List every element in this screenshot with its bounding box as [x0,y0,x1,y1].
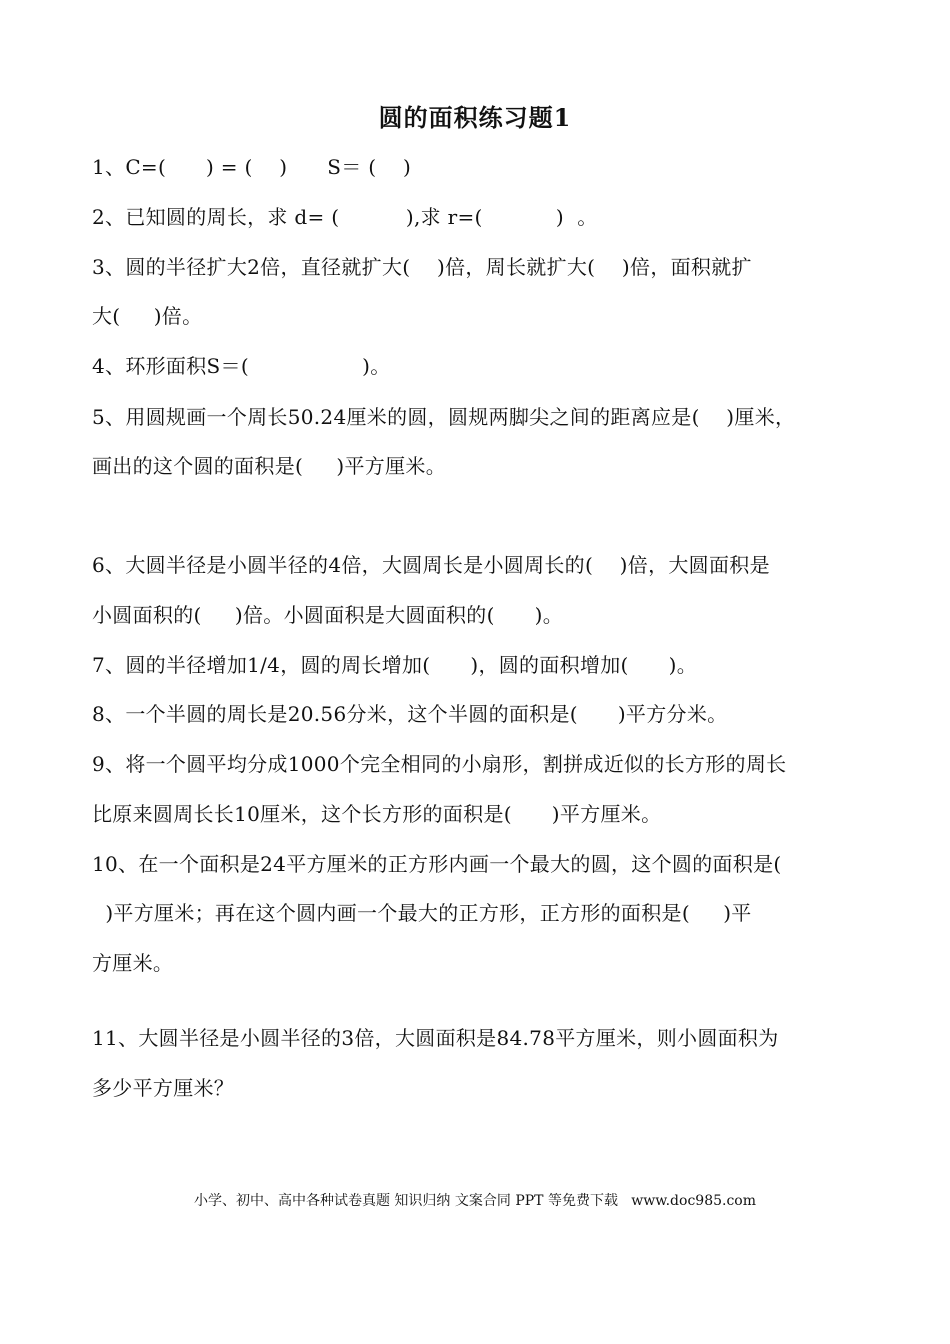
question-10-line-1: 10、在一个面积是24平方厘米的正方形内画一个最大的圆，这个圆的面积是( [92,852,782,876]
question-10-line-3: 方厘米。 [92,951,174,975]
question-1: 1、C=( ) = ( ) S＝ ( ) [92,155,412,179]
question-11-line-2: 多少平方厘米？ [92,1076,235,1100]
question-9-line-1: 9、将一个圆平均分成1000个完全相同的小扇形，割拼成近似的长方形的周长 [92,752,787,776]
question-2: 2、已知圆的周长，求 d= ( ),求 r=( ) 。 [92,205,598,229]
question-3-line-2: 大( )倍。 [92,304,203,328]
question-8: 8、一个半圆的周长是20.56分米，这个半圆的面积是( )平方分米。 [92,702,728,726]
question-4: 4、环形面积S＝( )。 [92,354,391,378]
question-5-line-2: 画出的这个圆的面积是( )平方厘米。 [92,454,446,478]
question-6-line-1: 6、大圆半径是小圆半径的4倍，大圆周长是小圆周长的( )倍，大圆面积是 [92,553,770,577]
question-10-line-2: )平方厘米；再在这个圆内画一个最大的正方形，正方形的面积是( )平 [92,901,752,925]
question-9-line-2: 比原来圆周长长10厘米，这个长方形的面积是( )平方厘米。 [92,802,662,826]
question-3-line-1: 3、圆的半径扩大2倍，直径就扩大( )倍，周长就扩大( )倍，面积就扩 [92,255,752,279]
footer-text: 小学、初中、高中各种试卷真题 知识归纳 文案合同 PPT 等免费下载 www.doc985.com [193,1193,756,1209]
question-5-line-1: 5、用圆规画一个周长50.24厘米的圆，圆规两脚尖之间的距离应是( )厘米， [92,405,796,429]
question-11-line-1: 11、大圆半径是小圆半径的3倍，大圆面积是84.78平方厘米，则小圆面积为 [92,1026,779,1050]
question-7: 7、圆的半径增加1/4，圆的周长增加( )，圆的面积增加( )。 [92,653,698,677]
page-title: 圆的面积练习题1 [378,103,572,132]
question-6-line-2: 小圆面积的( )倍。小圆面积是大圆面积的( )。 [92,603,564,627]
